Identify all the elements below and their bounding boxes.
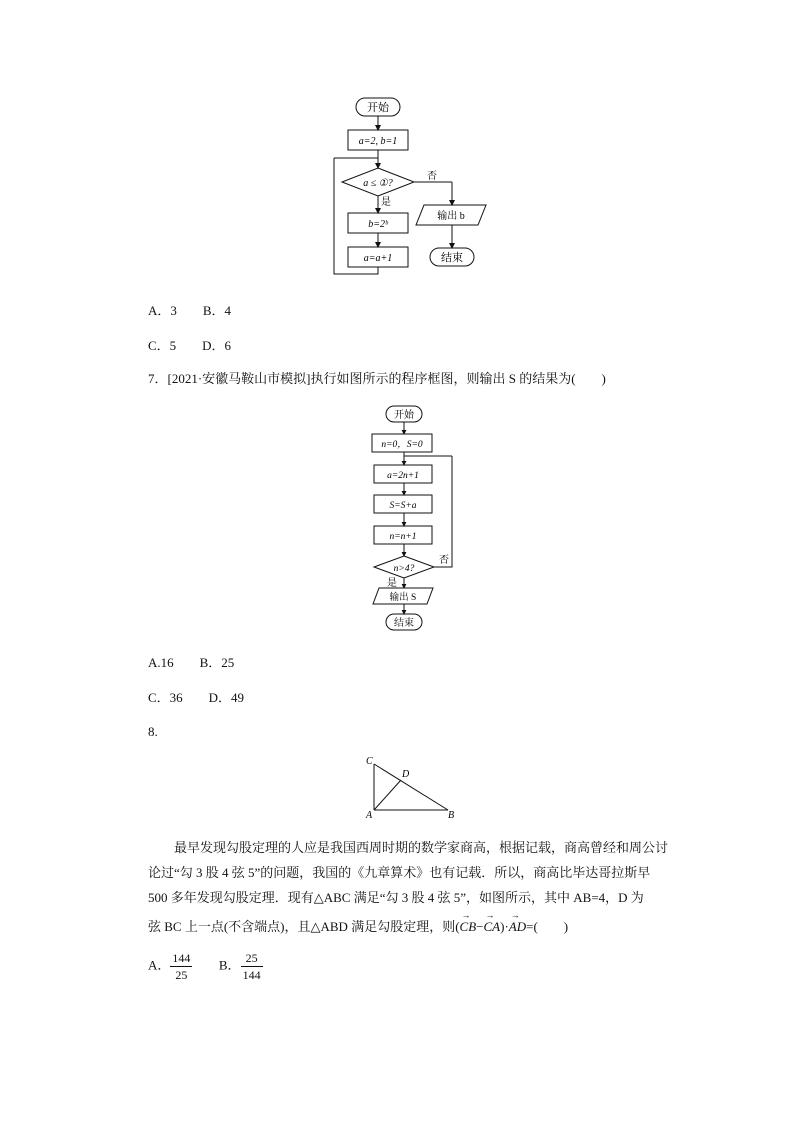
option-b-numerator: 25	[241, 950, 263, 967]
q8-number: 8.	[148, 724, 158, 739]
label-b: B	[448, 810, 455, 821]
init-text-2: n=0，S=0	[381, 440, 423, 450]
q8-options	[148, 950, 263, 983]
flowchart-2	[360, 400, 470, 636]
option-b-denominator: 144	[242, 968, 261, 982]
option-a-numerator: 144	[172, 951, 191, 965]
init-text: a=2, b=1	[358, 136, 398, 147]
output-text: 输出 b	[437, 211, 465, 222]
flowchart-1	[320, 90, 500, 280]
q7-options-row1: A.16 B．25	[148, 655, 235, 670]
condition-text: a ≤ ①?	[363, 178, 393, 189]
option-a-label: A．	[148, 957, 171, 973]
vector-cb: → CB	[460, 914, 477, 939]
option-b-fraction	[241, 950, 263, 983]
q7-stem: 7．[2021·安徽马鞍山市模拟]执行如图所示的程序框图，则输出 S 的结果为( )	[148, 371, 606, 386]
no-label: 否	[427, 171, 437, 182]
q8-line2: 论过“勾 3 股 4 弦 5”的问题，我国的《九章算术》也有记载．所以，商高比毕达哥拉斯早	[148, 865, 651, 880]
q8-paragraph	[148, 835, 668, 939]
end-text-2: 结束	[394, 618, 414, 629]
vector-ca: → CA	[484, 914, 501, 939]
s-text: S=S+a	[389, 501, 417, 511]
dot-close: )·	[500, 919, 509, 934]
option-a-fraction	[170, 950, 192, 983]
start-text: 开始	[367, 102, 389, 114]
yes-label-2: 是	[387, 578, 397, 589]
q8-line4-suffix: =( )	[526, 919, 569, 934]
no-label-2: 否	[439, 555, 449, 566]
output-text-2: 输出 S	[389, 593, 417, 603]
assign-text: b=2ᵇ	[368, 219, 388, 230]
option-a-denominator: 25	[175, 968, 188, 982]
label-c: C	[366, 756, 373, 767]
label-a: A	[366, 810, 373, 821]
n-text: n=n+1	[389, 532, 417, 542]
triangle-figure	[362, 752, 462, 822]
yes-label: 是	[381, 197, 391, 208]
q7-options-row2: C．36 D．49	[148, 690, 245, 705]
q6-options-row1: A．3 B．4	[148, 303, 232, 318]
inc-text: a=a+1	[363, 253, 393, 264]
q8-line4	[148, 914, 668, 939]
label-d: D	[402, 769, 410, 780]
condition-text-2: n>4?	[393, 564, 415, 574]
q6-options-row2: C．5 D．6	[148, 338, 232, 353]
start-text-2: 开始	[394, 410, 414, 421]
end-text: 结束	[441, 252, 463, 264]
minus-sign: −	[476, 919, 484, 934]
vector-ad: → AD	[509, 914, 526, 939]
q8-line1: 最早发现勾股定理的人应是我国西周时期的数学家商高，根据记载，商高曾经和周公讨	[174, 840, 669, 855]
q8-line3: 500 多年发现勾股定理．现有△ABC 满足“勾 3 股 4 弦 5”，如图所示，其中 AB=4，D 为	[148, 890, 644, 905]
option-b-label: B．	[218, 957, 241, 973]
a-text: a=2n+1	[387, 471, 419, 481]
q8-line4-prefix: 弦 BC 上一点(不含端点)，且△ABD 满足勾股定理，则(	[148, 919, 460, 934]
